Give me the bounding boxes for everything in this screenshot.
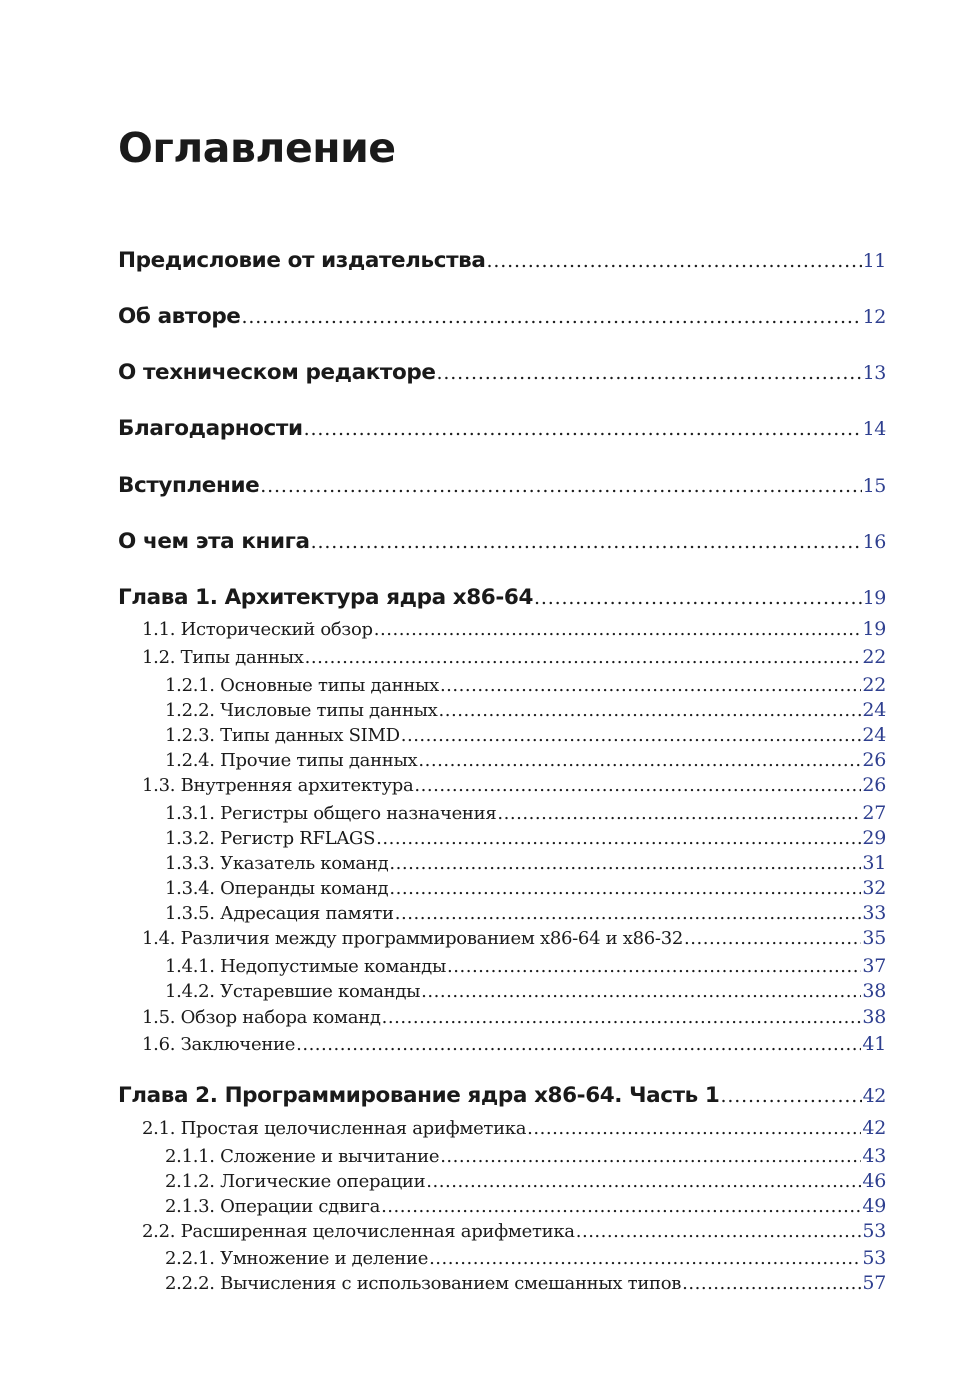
- toc-entry-title: 2.1.2. Логические операции: [165, 1171, 426, 1192]
- toc-entry-1-2-1[interactable]: [165, 673, 886, 698]
- toc-entry-1-2[interactable]: [142, 645, 886, 670]
- toc-entry-1-3[interactable]: [142, 773, 886, 798]
- toc-entry-introduction[interactable]: [118, 472, 886, 500]
- dot-leader: [534, 584, 862, 612]
- toc-page-number: 29: [862, 827, 886, 849]
- dot-leader: [447, 955, 861, 979]
- toc-entry-title: 1.2.4. Прочие типы данных: [165, 750, 418, 771]
- toc-entry-title: 1.3.2. Регистр RFLAGS: [165, 828, 376, 849]
- toc-page-number: 24: [862, 699, 886, 721]
- toc-page-number: 38: [862, 980, 886, 1002]
- toc-page-number: 26: [862, 749, 886, 771]
- toc-entry-2-1-3[interactable]: [165, 1194, 886, 1219]
- toc-page-number: 13: [862, 362, 886, 384]
- dot-leader: [389, 877, 861, 901]
- toc-page-number: 57: [862, 1272, 886, 1294]
- dot-leader: [381, 1195, 861, 1219]
- toc-entry-title: 1.3.1. Регистры общего назначения: [165, 803, 497, 824]
- toc-entry-title: 1.2.2. Числовые типы данных: [165, 700, 438, 721]
- toc-page-number: 35: [862, 927, 886, 949]
- dot-leader: [426, 1170, 861, 1194]
- toc-page-number: 31: [862, 852, 886, 874]
- dot-leader: [389, 852, 861, 876]
- toc-page-number: 12: [862, 306, 886, 328]
- toc-page-number: 22: [862, 646, 886, 668]
- toc-entry-1-2-4[interactable]: [165, 748, 886, 773]
- dot-leader: [296, 1033, 861, 1057]
- toc-page-number: 53: [862, 1220, 886, 1242]
- dot-leader: [401, 724, 862, 748]
- dot-leader: [374, 618, 862, 642]
- toc-page-number: 15: [862, 475, 886, 497]
- toc-page-number: 33: [862, 902, 886, 924]
- toc-page-number: 42: [862, 1117, 886, 1139]
- toc-entry-title: Вступление: [118, 473, 260, 498]
- toc-entry-foreword[interactable]: [118, 247, 886, 275]
- toc-entry-title: Глава 2. Программирование ядра x86-64. Часть 1: [118, 1083, 720, 1108]
- toc-entry-2-2[interactable]: [142, 1219, 886, 1244]
- toc-page-number: 46: [862, 1170, 886, 1192]
- toc-entry-title: 2.1.3. Операции сдвига: [165, 1196, 381, 1217]
- toc-entry-1-2-2[interactable]: [165, 698, 886, 723]
- toc-page-number: 27: [862, 802, 886, 824]
- toc-page-number: 38: [862, 1006, 886, 1028]
- toc-entry-title: 1.3.3. Указатель команд: [165, 853, 389, 874]
- toc-entry-title: 2.1. Простая целочисленная арифметика: [142, 1118, 527, 1139]
- dot-leader: [242, 303, 862, 331]
- toc-entry-acknowledgments[interactable]: [118, 415, 886, 443]
- toc-entry-1-1[interactable]: [142, 617, 886, 642]
- dot-leader: [311, 528, 862, 556]
- dot-leader: [576, 1220, 862, 1244]
- toc-entry-1-3-4[interactable]: [165, 876, 886, 901]
- dot-leader: [429, 1247, 861, 1271]
- dot-leader: [418, 749, 861, 773]
- toc-entry-title: 1.4. Различия между программированием x86-64 и x86-32: [142, 928, 684, 949]
- dot-leader: [304, 415, 862, 443]
- toc-entry-title: О техническом редакторе: [118, 360, 436, 385]
- toc-entry-title: О чем эта книга: [118, 529, 310, 554]
- toc-page-number: 19: [862, 618, 886, 640]
- dot-leader: [440, 1145, 861, 1169]
- toc-entry-2-2-1[interactable]: [165, 1246, 886, 1271]
- toc-entry-title: 1.3.5. Адресация памяти: [165, 903, 394, 924]
- toc-entry-1-3-5[interactable]: [165, 901, 886, 926]
- toc-page-number: 49: [862, 1195, 886, 1217]
- dot-leader: [440, 674, 861, 698]
- toc-page-number: 16: [862, 531, 886, 553]
- toc-entry-2-2-2[interactable]: [165, 1271, 886, 1296]
- dot-leader: [439, 699, 862, 723]
- toc-entry-1-6[interactable]: [142, 1032, 886, 1057]
- dot-leader: [437, 359, 862, 387]
- toc-entry-title: Предисловие от издательства: [118, 248, 486, 273]
- dot-leader: [395, 902, 862, 926]
- toc-entry-title: 2.2.2. Вычисления с использованием смешанных типов: [165, 1273, 682, 1294]
- toc-page-number: 22: [862, 674, 886, 696]
- toc-entry-title: 1.1. Исторический обзор: [142, 619, 373, 640]
- toc-page-number: 19: [862, 587, 886, 609]
- dot-leader: [486, 247, 861, 275]
- toc-entry-title: Глава 1. Архитектура ядра x86-64: [118, 585, 534, 610]
- dot-leader: [682, 1272, 861, 1296]
- toc-entry-title: 1.4.2. Устаревшие команды: [165, 981, 421, 1002]
- toc-entry-2-1[interactable]: [142, 1116, 886, 1141]
- toc-page-number: 32: [862, 877, 886, 899]
- dot-leader: [376, 827, 861, 851]
- dot-leader: [305, 646, 862, 670]
- toc-entry-1-4[interactable]: [142, 926, 886, 951]
- toc-entry-1-3-2[interactable]: [165, 826, 886, 851]
- toc-page-number: 42: [862, 1085, 886, 1107]
- toc-entry-title: 1.2. Типы данных: [142, 647, 304, 668]
- toc-entry-tech-editor[interactable]: [118, 359, 886, 387]
- page-title: Оглавление: [118, 124, 396, 172]
- toc-page-number: 11: [862, 250, 886, 272]
- toc-entry-title: 1.4.1. Недопустимые команды: [165, 956, 446, 977]
- dot-leader: [684, 927, 861, 951]
- toc-entry-1-3-3[interactable]: [165, 851, 886, 876]
- toc-entry-title: 1.3.4. Операнды команд: [165, 878, 389, 899]
- toc-page-number: 41: [862, 1033, 886, 1055]
- toc-entry-title: 1.2.1. Основные типы данных: [165, 675, 439, 696]
- toc-entry-about-author[interactable]: [118, 303, 886, 331]
- dot-leader: [497, 802, 861, 826]
- toc-entry-title: 1.2.3. Типы данных SIMD: [165, 725, 400, 746]
- toc-page-number: 24: [862, 724, 886, 746]
- toc-entry-about-book[interactable]: [118, 528, 886, 556]
- toc-entry-chapter-2[interactable]: [118, 1082, 886, 1110]
- dot-leader: [527, 1117, 861, 1141]
- toc-page-number: 26: [862, 774, 886, 796]
- toc-entry-title: 2.1.1. Сложение и вычитание: [165, 1146, 440, 1167]
- toc-entry-title: Об авторе: [118, 304, 241, 329]
- toc-page-number: 37: [862, 955, 886, 977]
- toc-page-number: 43: [862, 1145, 886, 1167]
- dot-leader: [721, 1082, 862, 1110]
- toc-page-number: 14: [862, 418, 886, 440]
- dot-leader: [382, 1006, 862, 1030]
- toc-entry-1-5[interactable]: [142, 1005, 886, 1030]
- toc-entry-2-1-1[interactable]: [165, 1144, 886, 1169]
- dot-leader: [421, 980, 861, 1004]
- toc-entry-1-4-1[interactable]: [165, 954, 886, 979]
- toc-entry-title: 1.6. Заключение: [142, 1034, 296, 1055]
- toc-entry-2-1-2[interactable]: [165, 1169, 886, 1194]
- toc-entry-chapter-1[interactable]: [118, 584, 886, 612]
- toc-entry-title: Благодарности: [118, 416, 303, 441]
- toc-page-number: 53: [862, 1247, 886, 1269]
- dot-leader: [414, 774, 861, 798]
- toc-entry-title: 1.5. Обзор набора команд: [142, 1007, 381, 1028]
- toc-entry-1-2-3[interactable]: [165, 723, 886, 748]
- toc-entry-title: 1.3. Внутренняя архитектура: [142, 775, 414, 796]
- toc-entry-1-3-1[interactable]: [165, 801, 886, 826]
- toc-entry-1-4-2[interactable]: [165, 979, 886, 1004]
- dot-leader: [260, 472, 861, 500]
- toc-entry-title: 2.2. Расширенная целочисленная арифметика: [142, 1221, 575, 1242]
- toc-entry-title: 2.2.1. Умножение и деление: [165, 1248, 429, 1269]
